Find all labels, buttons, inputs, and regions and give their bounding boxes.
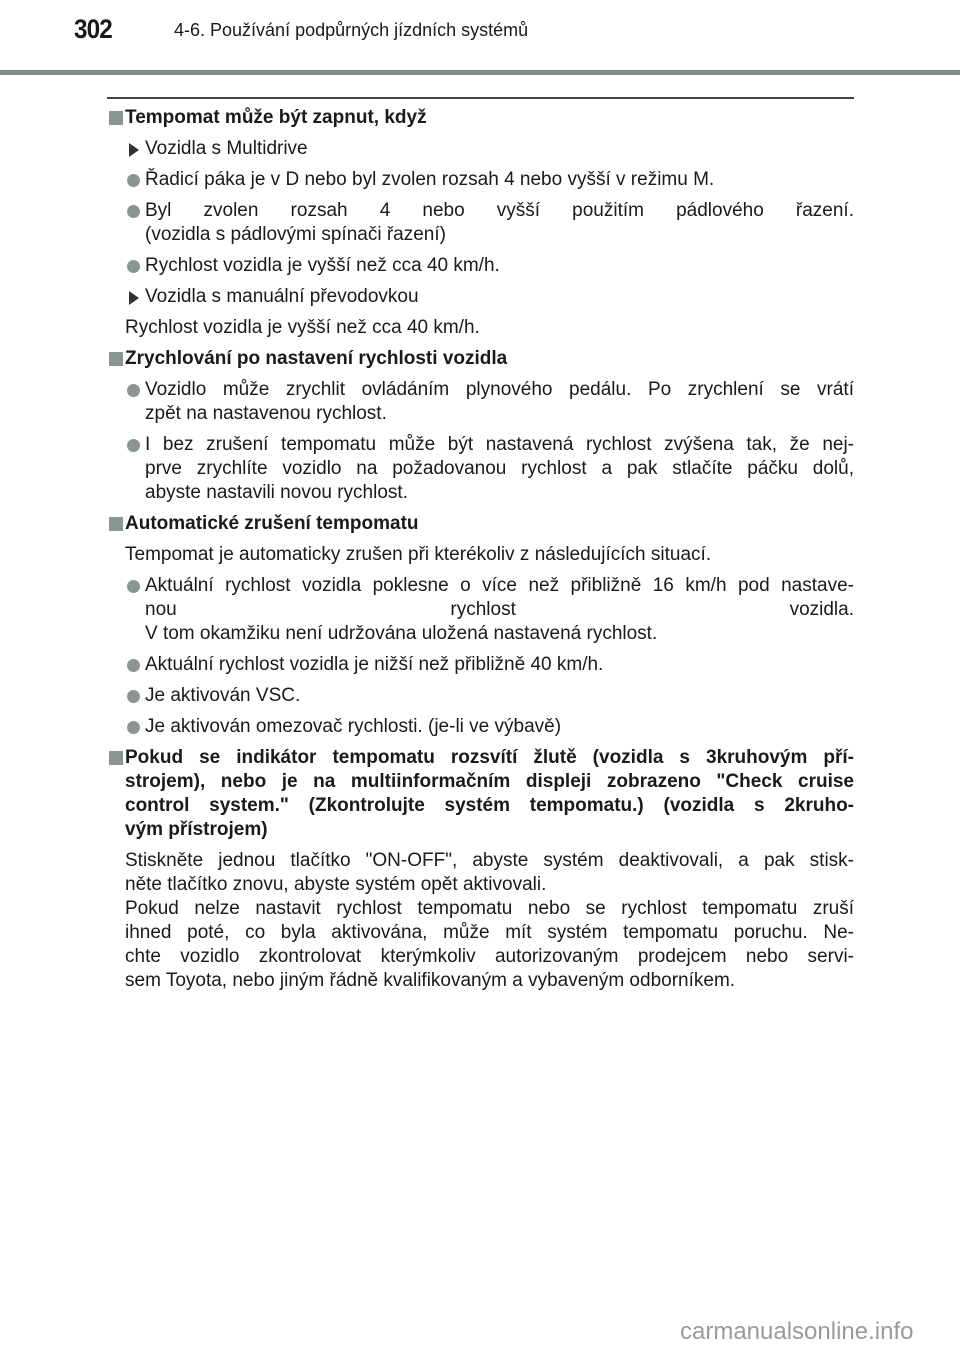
circle-bullet-icon (127, 205, 140, 218)
bullet-item (107, 254, 854, 278)
bullet-item (107, 433, 854, 505)
text-line: V tom okamžiku není udržována uložená nastavená rychlost. (145, 623, 658, 644)
bullet-item (107, 653, 854, 677)
bullet-item (107, 684, 854, 708)
text-line: ihned poté, co byla aktivována, může mít systém tempomatu poruchu. Ne- (125, 922, 854, 943)
text-line: I bez zrušení tempomatu může být nastavená rychlost zvýšena tak, že nej- (145, 434, 854, 455)
bullet-item (107, 199, 854, 247)
header-bar (0, 70, 960, 75)
text-line: Automatické zrušení tempomatu (125, 513, 419, 534)
text-line: nou rychlost vozidla. (145, 599, 854, 620)
circle-bullet-icon (127, 580, 140, 593)
paragraph (107, 316, 854, 340)
text-line: control system." (Zkontrolujte systém tempomatu.) (vozidla s 2kruho- (125, 795, 854, 816)
bullet-item (107, 715, 854, 739)
square-bullet-icon (109, 751, 123, 765)
text-line: prve zrychlíte vozidlo na požadovanou rychlost a pak stlačíte páčku dolů, (145, 458, 854, 479)
text-line: Byl zvolen rozsah 4 nebo vyšší použitím pádlového řazení. (145, 200, 854, 221)
circle-bullet-icon (127, 174, 140, 187)
text-line: Vozidla s manuální převodovkou (145, 286, 419, 307)
section-rule (107, 97, 854, 99)
text-line: Řadicí páka je v D nebo byl zvolen rozsah 4 nebo vyšší v režimu M. (145, 169, 715, 190)
text-line: Aktuální rychlost vozidla je nižší než přibližně 40 km/h. (145, 654, 604, 675)
section-heading (107, 746, 854, 842)
text-line: sem Toyota, nebo jiným řádně kvalifikovaným a vybaveným odborníkem. (125, 970, 736, 991)
text-line: Rychlost vozidla je vyšší než cca 40 km/h. (125, 317, 480, 338)
text-line: Stiskněte jednou tlačítko "ON-OFF", abyste systém deaktivovali, a pak stisk- (125, 850, 854, 871)
text-line: Zrychlování po nastavení rychlosti vozidla (125, 348, 508, 369)
text-line: abyste nastavili novou rychlost. (145, 482, 408, 503)
text-line: Pokud nelze nastavit rychlost tempomatu nebo se rychlost tempomatu zruší (125, 898, 854, 919)
subheading (107, 137, 854, 161)
paragraph (107, 543, 854, 567)
circle-bullet-icon (127, 260, 140, 273)
section-heading (107, 106, 854, 130)
page-number: 302 (74, 14, 112, 44)
text-line: Tempomat je automaticky zrušen při kterékoliv z následujících situací. (125, 544, 712, 565)
bullet-item (107, 168, 854, 192)
square-bullet-icon (109, 111, 123, 125)
text-line: Rychlost vozidla je vyšší než cca 40 km/h. (145, 255, 500, 276)
text-line: Je aktivován VSC. (145, 685, 301, 706)
text-line: Vozidlo může zrychlit ovládáním plynového pedálu. Po zrychlení se vrátí (145, 379, 854, 400)
watermark: carmanualsonline.info (680, 1318, 914, 1345)
chapter-title: 4-6. Používání podpůrných jízdních systémů (174, 20, 529, 40)
circle-bullet-icon (127, 384, 140, 397)
paragraph (107, 849, 854, 993)
circle-bullet-icon (127, 690, 140, 703)
page-content (107, 106, 854, 1000)
section-heading (107, 347, 854, 371)
square-bullet-icon (109, 517, 123, 531)
text-line: Tempomat může být zapnut, když (125, 107, 427, 128)
text-line: zpět na nastavenou rychlost. (145, 403, 387, 424)
bullet-item (107, 574, 854, 646)
square-bullet-icon (109, 352, 123, 366)
subheading (107, 285, 854, 309)
text-line: něte tlačítko znovu, abyste systém opět aktivovali. (125, 874, 547, 895)
text-line: chte vozidlo zkontrolovat kterýmkoliv autorizovaným prodejcem nebo servi- (125, 946, 854, 967)
circle-bullet-icon (127, 721, 140, 734)
section-heading (107, 512, 854, 536)
text-line: Aktuální rychlost vozidla poklesne o více než přibližně 16 km/h pod nastave- (145, 575, 854, 596)
text-line: Je aktivován omezovač rychlosti. (je-li ve výbavě) (145, 716, 562, 737)
bullet-item (107, 378, 854, 426)
text-line: Vozidla s Multidrive (145, 138, 308, 159)
text-line: strojem), nebo je na multiinformačním displeji zobrazeno "Check cruise (125, 771, 854, 792)
circle-bullet-icon (127, 659, 140, 672)
text-line: (vozidla s pádlovými spínači řazení) (145, 224, 446, 245)
text-line: vým přístrojem) (125, 819, 268, 840)
circle-bullet-icon (127, 439, 140, 452)
text-line: Pokud se indikátor tempomatu rozsvítí žlutě (vozidla s 3kruhovým pří- (125, 747, 854, 768)
triangle-bullet-icon (129, 143, 139, 157)
triangle-bullet-icon (129, 291, 139, 305)
